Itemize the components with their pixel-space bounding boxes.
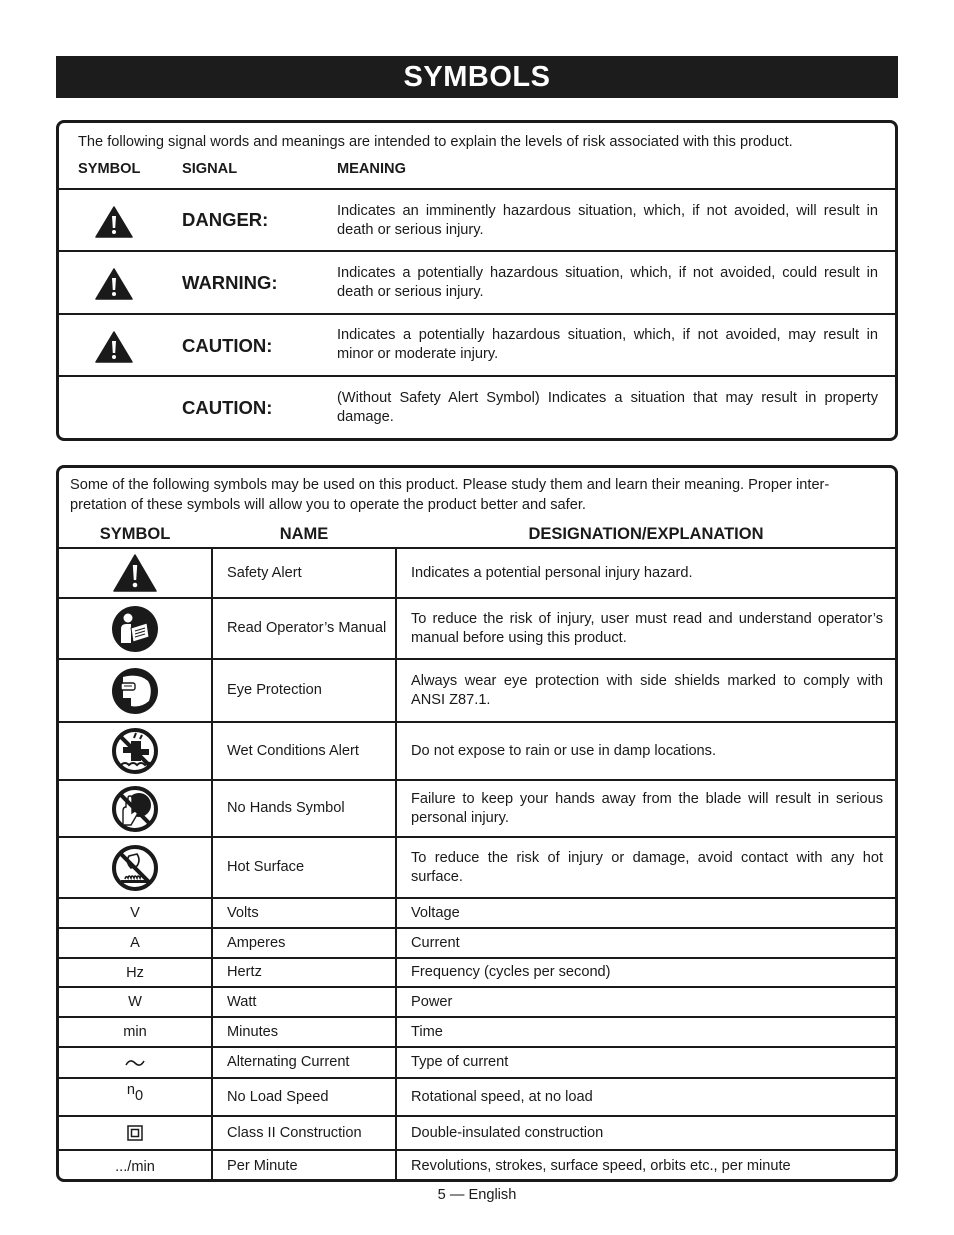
symbol-cell: min: [123, 1024, 147, 1040]
designation-cell: [397, 838, 895, 897]
designation-cell: [397, 988, 895, 1016]
wet-conditions-icon: [111, 727, 159, 775]
designation-text: Failure to keep your hands away from the blade will result in serious personal injury.: [411, 790, 883, 826]
designation-text: Type of current: [411, 1054, 509, 1070]
safety-alert-icon: [113, 554, 157, 592]
symbol-cell: [59, 549, 211, 597]
table-row: [59, 779, 895, 836]
designation-cell: [397, 1151, 895, 1182]
signal-label: CAUTION:: [182, 397, 273, 418]
table-row: [59, 658, 895, 721]
class-ii-construction-icon: [127, 1125, 143, 1141]
symbol-cell: A: [130, 935, 140, 951]
designation-text: To reduce the risk of injury or damage, avoid contact with any hot surface.: [411, 849, 883, 885]
name-cell: Amperes: [211, 929, 397, 957]
signal-row-danger: [59, 188, 895, 250]
symbol-cell: [59, 781, 211, 836]
header-name: NAME: [279, 525, 329, 543]
table-row: [59, 1077, 895, 1115]
designation-cell: [397, 1018, 895, 1046]
header-meaning: MEANING: [337, 161, 406, 177]
table-row: [59, 721, 895, 779]
symbol-cell: [59, 599, 211, 658]
page-footer: 5 — English: [437, 1187, 517, 1203]
signal-words-box: [56, 120, 898, 441]
name-cell: Eye Protection: [211, 660, 397, 721]
name-cell: Volts: [211, 899, 397, 927]
designation-cell: [397, 781, 895, 836]
no-load-speed-n: n: [126, 1082, 135, 1098]
designation-text: Time: [411, 1023, 443, 1040]
table-row: [59, 597, 895, 658]
symbol-cell: W: [128, 994, 142, 1010]
no-load-speed-icon: [127, 1082, 143, 1104]
symbol-cell: [59, 1079, 211, 1115]
designation-cell: [397, 723, 895, 779]
signal-meaning: Indicates a potentially hazardous situation, which, if not avoided, could result in death or serious injury.: [337, 265, 878, 300]
signal-row-warning: [59, 250, 895, 313]
name-cell: Safety Alert: [211, 549, 397, 597]
signal-label: WARNING:: [182, 272, 278, 293]
designation-text: Voltage: [411, 904, 460, 921]
table-row: [59, 897, 895, 927]
table-row: [59, 836, 895, 897]
designation-text: To reduce the risk of injury, user must read and understand operator’s manual before using this product.: [411, 610, 883, 646]
signal-meaning: Indicates an imminently hazardous situation, which, if not avoided, will result in death or serious injury.: [337, 203, 878, 238]
symbols-box: [56, 465, 898, 1182]
name-cell: No Load Speed: [211, 1079, 397, 1115]
designation-text: Do not expose to rain or use in damp locations.: [411, 742, 717, 759]
name-cell: Hot Surface: [211, 838, 397, 897]
symbol-cell: V: [130, 905, 140, 921]
signal-row-caution: [59, 313, 895, 375]
signal-row-caution-no-symbol: [59, 375, 895, 441]
name-cell: Per Minute: [211, 1151, 397, 1182]
name-cell: Alternating Current: [211, 1048, 397, 1077]
no-hands-icon: [111, 785, 159, 833]
name-cell: Read Operator’s Manual: [211, 599, 397, 658]
table-row: [59, 1046, 895, 1077]
table-row: [59, 927, 895, 957]
table-row: [59, 547, 895, 597]
table-row: [59, 1149, 895, 1182]
name-cell: Watt: [211, 988, 397, 1016]
designation-cell: [397, 959, 895, 986]
designation-cell: [397, 929, 895, 957]
name-cell: No Hands Symbol: [211, 781, 397, 836]
designation-cell: [397, 899, 895, 927]
header-signal: SIGNAL: [182, 161, 238, 177]
warning-triangle-icon: [95, 331, 133, 363]
name-cell: Hertz: [211, 959, 397, 986]
header-symbol: SYMBOL: [78, 161, 141, 177]
table-row: [59, 1115, 895, 1149]
symbol-cell: [59, 1048, 211, 1077]
name-cell: Class II Construction: [211, 1117, 397, 1149]
symbol-cell: [59, 660, 211, 721]
signal-label: DANGER:: [182, 209, 269, 230]
header-symbol: SYMBOL: [99, 525, 171, 543]
symbols-intro: Some of the following symbols may be used on this product. Please study them and learn their meaning. Proper inter-pretation of these symbols will allow you to operate the product better and safer.: [70, 477, 830, 513]
designation-text: Always wear eye protection with side shields marked to comply with ANSI Z87.1.: [411, 672, 883, 708]
symbol-cell: [59, 838, 211, 897]
signal-label: CAUTION:: [182, 335, 273, 356]
designation-cell: [397, 660, 895, 721]
hot-surface-icon: [111, 844, 159, 892]
warning-triangle-icon: [95, 206, 133, 238]
designation-cell: [397, 1117, 895, 1149]
designation-cell: [397, 1048, 895, 1077]
designation-text: Revolutions, strokes, surface speed, orbits etc., per minute: [411, 1158, 791, 1174]
signal-intro: The following signal words and meanings are intended to explain the levels of risk associated with this product.: [78, 134, 793, 150]
no-load-speed-sub: 0: [135, 1088, 144, 1104]
table-row: [59, 986, 895, 1016]
designation-text: Current: [411, 934, 460, 951]
symbol-cell: [59, 723, 211, 779]
name-cell: Wet Conditions Alert: [211, 723, 397, 779]
designation-text: Power: [411, 993, 453, 1010]
designation-text: Frequency (cycles per second): [411, 964, 611, 980]
warning-triangle-icon: [95, 268, 133, 300]
name-cell: Minutes: [211, 1018, 397, 1046]
designation-text: Indicates a potential personal injury hazard.: [411, 564, 693, 581]
read-manual-icon: [111, 605, 159, 653]
page-title: SYMBOLS: [56, 56, 898, 98]
designation-text: Double-insulated construction: [411, 1124, 604, 1141]
symbol-cell: Hz: [126, 964, 144, 981]
symbol-cell: .../min: [115, 1158, 155, 1175]
signal-meaning: (Without Safety Alert Symbol) Indicates a situation that may result in property damage.: [337, 390, 878, 425]
table-row: [59, 957, 895, 986]
designation-cell: [397, 1079, 895, 1115]
eye-protection-icon: [111, 667, 159, 715]
symbol-cell: [59, 1117, 211, 1149]
signal-meaning: Indicates a potentially hazardous situation, which, if not avoided, may result in minor or moderate injury.: [337, 327, 878, 362]
table-row: [59, 1016, 895, 1046]
designation-text: Rotational speed, at no load: [411, 1088, 593, 1105]
header-designation: DESIGNATION/EXPLANATION: [528, 525, 764, 543]
alternating-current-icon: [124, 1057, 146, 1069]
designation-cell: [397, 549, 895, 597]
designation-cell: [397, 599, 895, 658]
